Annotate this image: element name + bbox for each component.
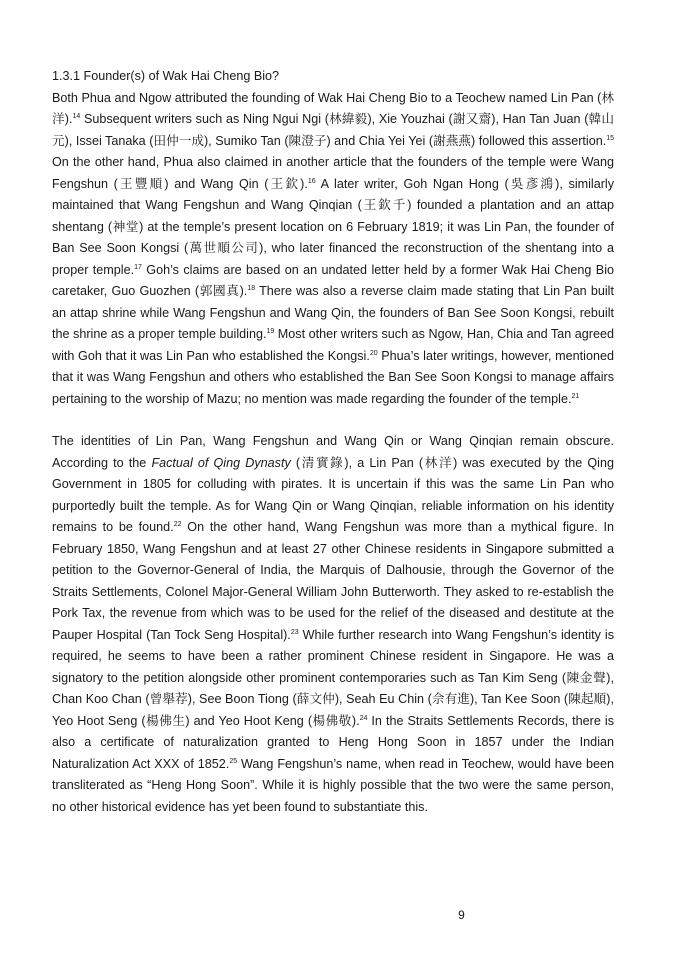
text-run: While further research into Wang Fengshun’s identity is required, he seems to have been a rather prominent Chinese resident in Singapore. He was a signatory to the petition alongside other prominent contemporaries such as Tan Kim Seng (陳金聲), Chan Koo Chan (曾舉荐), See Boon Tiong (薛文仲), Seah Eu Chin (佘有進), Tan Kee Soon (陳起順), Yeo Hoot Seng (楊佛生) and Yeo Hoot Keng (楊佛敬). xyxy=(52,627,614,728)
footnote-ref: 22 xyxy=(173,520,182,528)
footnote-ref: 21 xyxy=(571,392,580,400)
footnote-ref: 25 xyxy=(229,757,238,765)
text-run: Wang Fengshun’s name, when read in Teochew, would have been transliterated as “Heng Hong Soon”. While it is highly possible that the two were the same person, no other historical evidence has yet been found to substantiate this. xyxy=(52,756,614,814)
italic-title: Factual of Qing Dynasty xyxy=(151,455,291,470)
section-heading: 1.3.1 Founder(s) of Wak Hai Cheng Bio? xyxy=(52,69,280,83)
page-number: 9 xyxy=(458,908,465,922)
text-run: Both Phua and Ngow attributed the founding of Wak Hai Cheng Bio to a Teochew named Lin Pan (林洋). xyxy=(52,90,614,126)
text-run: In the Straits Settlements Records, there is also a certificate of naturalization granted to Heng Hong Soon in 1857 under the Indian Naturalization Act XXX of 1852. xyxy=(52,713,614,771)
text-run: On the other hand, Phua also claimed in another article that the founders of the temple were Wang Fengshun (王豐順) and Wang Qin (王欽). xyxy=(52,155,614,191)
page-content xyxy=(52,66,614,818)
footnote-ref: 15 xyxy=(606,134,614,142)
text-run: Most other writers such as Ngow, Han, Chia and Tan agreed with Goh that it was Lin Pan who established the Kongsi. xyxy=(52,327,614,363)
text-run: (清實錄), a Lin Pan (林洋) was executed by the Qing Government in 1805 for colluding with pirates. It is uncertain if this was the same Lin Pan who purportedly built the temple. As for Wang Qin or Wang Qinqian, reliable information on his identity remains to be found. xyxy=(52,455,614,534)
footnote-ref: 24 xyxy=(359,714,368,722)
text-run: The identities of Lin Pan, Wang Fengshun and Wang Qin or Wang Qinqian remain obscure. According to the xyxy=(52,434,614,470)
footnote-ref: 14 xyxy=(72,112,81,120)
footnote-ref: 20 xyxy=(369,349,378,357)
footnote-ref: 17 xyxy=(134,263,142,271)
paragraph-identities xyxy=(52,431,614,818)
text-run: Subsequent writers such as Ning Ngui Ngi (林緯毅), Xie Youzhai (謝又齋), Han Tan Juan (韓山元), Issei Tanaka (田仲一成), Sumiko Tan (陳澄子) and Chia Yei Yei (謝燕燕) followed this assertion. xyxy=(52,112,614,148)
footnote-ref: 16 xyxy=(307,177,316,185)
paragraph-founders xyxy=(52,88,614,411)
text-run: There was also a reverse claim made stating that Lin Pan built an attap shrine while Wang Fengshun and Wang Qin, the founders of Ban See Soon Kongsi, rebuilt the shrine as a proper temple building. xyxy=(52,284,614,341)
footnote-ref: 23 xyxy=(290,628,299,636)
text-run: On the other hand, Wang Fengshun was more than a mythical figure. In February 1850, Wang Fengshun and at least 27 other Chinese residents in Singapore submitted a petition to the Governor-General of India, the Marquis of Dalhousie, through the Governor of the Straits Settlements, Colonel Major-General William John Butterworth. They asked to re-establish the Pork Tax, the revenue from which was to be used for the relief of the diseased and destitute at the Pauper Hospital (Tan Tock Seng Hospital). xyxy=(52,520,614,642)
text-run: A later writer, Goh Ngan Hong (吳彥鴻), similarly maintained that Wang Fengshun and Wang Qinqian (王欽千) founded a plantation and an attap shentang (神堂) at the temple’s present location on 6 February 1819; it was Lin Pan, the founder of Ban See Soon Kongsi (萬世順公司), who later financed the reconstruction of the shentang into a proper temple. xyxy=(52,176,614,277)
text-run: Phua’s later writings, however, mentioned that it was Wang Fengshun and others who established the Ban See Soon Kongsi to manage affairs pertaining to the worship of Mazu; no mention was made regarding the founder of the temple. xyxy=(52,348,614,406)
footnote-ref: 19 xyxy=(266,327,275,335)
text-run: Goh’s claims are based on an undated letter held by a former Wak Hai Cheng Bio caretaker, Guo Guozhen (郭國真). xyxy=(52,262,615,298)
footnote-ref: 18 xyxy=(247,284,256,292)
